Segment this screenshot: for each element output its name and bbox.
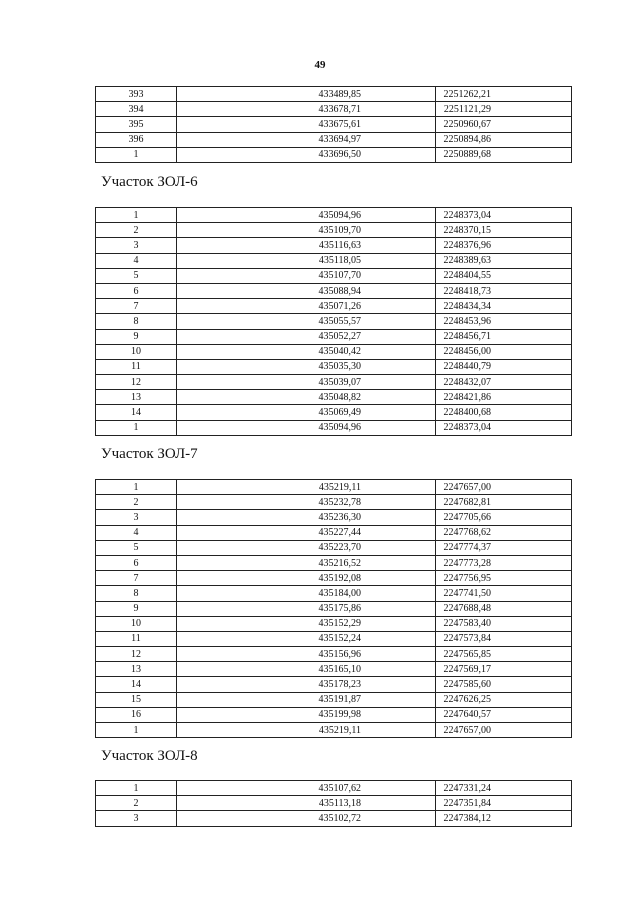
- y-coordinate-cell: 2250960,67: [436, 117, 572, 132]
- point-number-cell: 11: [96, 359, 177, 374]
- point-number-cell: 396: [96, 132, 177, 147]
- y-coordinate-cell: 2248421,86: [436, 390, 572, 405]
- point-number-cell: 9: [96, 601, 177, 616]
- point-number-cell: 14: [96, 405, 177, 420]
- y-coordinate-cell: 2247774,37: [436, 540, 572, 555]
- y-coordinate-cell: 2247573,84: [436, 631, 572, 646]
- table-row: [96, 359, 572, 374]
- table-row: [96, 117, 572, 132]
- section-title-zol-6: Участок ЗОЛ-6: [101, 174, 198, 190]
- table-row: [96, 375, 572, 390]
- table-row: [96, 329, 572, 344]
- x-coordinate-cell: 435116,63: [177, 238, 436, 253]
- y-coordinate-cell: 2248370,15: [436, 223, 572, 238]
- x-coordinate-cell: 433694,97: [177, 132, 436, 147]
- y-coordinate-cell: 2247741,50: [436, 586, 572, 601]
- x-coordinate-cell: 435216,52: [177, 555, 436, 570]
- table-row: [96, 662, 572, 677]
- x-coordinate-cell: 435071,26: [177, 299, 436, 314]
- table-row: [96, 811, 572, 826]
- table-row: [96, 390, 572, 405]
- y-coordinate-cell: 2250894,86: [436, 132, 572, 147]
- table-row: [96, 147, 572, 162]
- point-number-cell: 11: [96, 631, 177, 646]
- table-row: [96, 268, 572, 283]
- point-number-cell: 12: [96, 647, 177, 662]
- coords-table-zol-6: [95, 207, 572, 436]
- table-row: [96, 510, 572, 525]
- table-row: [96, 555, 572, 570]
- table-row: [96, 253, 572, 268]
- x-coordinate-cell: 435040,42: [177, 344, 436, 359]
- x-coordinate-cell: 435232,78: [177, 495, 436, 510]
- point-number-cell: 3: [96, 510, 177, 525]
- x-coordinate-cell: 435107,62: [177, 781, 436, 796]
- y-coordinate-cell: 2247657,00: [436, 480, 572, 495]
- x-coordinate-cell: 435113,18: [177, 796, 436, 811]
- section-title-zol-7: Участок ЗОЛ-7: [101, 446, 198, 462]
- point-number-cell: 6: [96, 283, 177, 298]
- point-number-cell: 7: [96, 299, 177, 314]
- point-number-cell: 15: [96, 692, 177, 707]
- x-coordinate-cell: 435088,94: [177, 283, 436, 298]
- table-row: [96, 480, 572, 495]
- table-row: [96, 631, 572, 646]
- table-row: [96, 601, 572, 616]
- point-number-cell: 9: [96, 329, 177, 344]
- x-coordinate-cell: 435192,08: [177, 571, 436, 586]
- point-number-cell: 1: [96, 420, 177, 435]
- table-row: [96, 314, 572, 329]
- x-coordinate-cell: 435094,96: [177, 420, 436, 435]
- y-coordinate-cell: 2251262,21: [436, 87, 572, 102]
- point-number-cell: 2: [96, 495, 177, 510]
- x-coordinate-cell: 435109,70: [177, 223, 436, 238]
- y-coordinate-cell: 2247682,81: [436, 495, 572, 510]
- y-coordinate-cell: 2247657,00: [436, 723, 572, 738]
- section-title-zol-8: Участок ЗОЛ-8: [101, 748, 198, 764]
- table-row: [96, 796, 572, 811]
- x-coordinate-cell: 435236,30: [177, 510, 436, 525]
- table-row: [96, 616, 572, 631]
- coords-table-zol-8: [95, 780, 572, 827]
- x-coordinate-cell: 435055,57: [177, 314, 436, 329]
- x-coordinate-cell: 433696,50: [177, 147, 436, 162]
- y-coordinate-cell: 2248373,04: [436, 420, 572, 435]
- y-coordinate-cell: 2248456,71: [436, 329, 572, 344]
- y-coordinate-cell: 2248404,55: [436, 268, 572, 283]
- y-coordinate-cell: 2248400,68: [436, 405, 572, 420]
- point-number-cell: 13: [96, 390, 177, 405]
- point-number-cell: 7: [96, 571, 177, 586]
- y-coordinate-cell: 2247640,57: [436, 707, 572, 722]
- page-number: 49: [314, 59, 326, 71]
- y-coordinate-cell: 2251121,29: [436, 102, 572, 117]
- x-coordinate-cell: 435102,72: [177, 811, 436, 826]
- y-coordinate-cell: 2247773,28: [436, 555, 572, 570]
- point-number-cell: 4: [96, 253, 177, 268]
- y-coordinate-cell: 2248453,96: [436, 314, 572, 329]
- table-row: [96, 525, 572, 540]
- point-number-cell: 3: [96, 238, 177, 253]
- x-coordinate-cell: 435039,07: [177, 375, 436, 390]
- x-coordinate-cell: 435227,44: [177, 525, 436, 540]
- point-number-cell: 1: [96, 147, 177, 162]
- table-row: [96, 707, 572, 722]
- table-row: [96, 87, 572, 102]
- point-number-cell: 393: [96, 87, 177, 102]
- x-coordinate-cell: 435184,00: [177, 586, 436, 601]
- point-number-cell: 2: [96, 223, 177, 238]
- table-row: [96, 723, 572, 738]
- x-coordinate-cell: 435107,70: [177, 268, 436, 283]
- point-number-cell: 1: [96, 781, 177, 796]
- point-number-cell: 10: [96, 344, 177, 359]
- x-coordinate-cell: 435152,29: [177, 616, 436, 631]
- y-coordinate-cell: 2247384,12: [436, 811, 572, 826]
- point-number-cell: 1: [96, 723, 177, 738]
- x-coordinate-cell: 433489,85: [177, 87, 436, 102]
- y-coordinate-cell: 2248456,00: [436, 344, 572, 359]
- x-coordinate-cell: 433675,61: [177, 117, 436, 132]
- x-coordinate-cell: 435035,30: [177, 359, 436, 374]
- table-row: [96, 132, 572, 147]
- x-coordinate-cell: 435152,24: [177, 631, 436, 646]
- point-number-cell: 5: [96, 540, 177, 555]
- point-number-cell: 16: [96, 707, 177, 722]
- x-coordinate-cell: 433678,71: [177, 102, 436, 117]
- table-row: [96, 586, 572, 601]
- point-number-cell: 1: [96, 208, 177, 223]
- point-number-cell: 395: [96, 117, 177, 132]
- y-coordinate-cell: 2247351,84: [436, 796, 572, 811]
- table-row: [96, 677, 572, 692]
- point-number-cell: 394: [96, 102, 177, 117]
- x-coordinate-cell: 435199,98: [177, 707, 436, 722]
- y-coordinate-cell: 2247565,85: [436, 647, 572, 662]
- x-coordinate-cell: 435156,96: [177, 647, 436, 662]
- table-row: [96, 405, 572, 420]
- table-row: [96, 344, 572, 359]
- point-number-cell: 4: [96, 525, 177, 540]
- x-coordinate-cell: 435219,11: [177, 480, 436, 495]
- y-coordinate-cell: 2247705,66: [436, 510, 572, 525]
- table-row: [96, 283, 572, 298]
- x-coordinate-cell: 435118,05: [177, 253, 436, 268]
- table-row: [96, 102, 572, 117]
- y-coordinate-cell: 2248373,04: [436, 208, 572, 223]
- x-coordinate-cell: 435178,23: [177, 677, 436, 692]
- table-row: [96, 299, 572, 314]
- y-coordinate-cell: 2250889,68: [436, 147, 572, 162]
- point-number-cell: 1: [96, 480, 177, 495]
- point-number-cell: 3: [96, 811, 177, 826]
- table-row: [96, 223, 572, 238]
- y-coordinate-cell: 2248418,73: [436, 283, 572, 298]
- point-number-cell: 5: [96, 268, 177, 283]
- x-coordinate-cell: 435094,96: [177, 208, 436, 223]
- x-coordinate-cell: 435069,49: [177, 405, 436, 420]
- point-number-cell: 10: [96, 616, 177, 631]
- table-row: [96, 781, 572, 796]
- coords-table-continuation: [95, 86, 572, 163]
- y-coordinate-cell: 2247331,24: [436, 781, 572, 796]
- table-row: [96, 495, 572, 510]
- y-coordinate-cell: 2248389,63: [436, 253, 572, 268]
- x-coordinate-cell: 435219,11: [177, 723, 436, 738]
- point-number-cell: 8: [96, 586, 177, 601]
- table-row: [96, 571, 572, 586]
- x-coordinate-cell: 435052,27: [177, 329, 436, 344]
- x-coordinate-cell: 435191,87: [177, 692, 436, 707]
- coords-table-zol-7: [95, 479, 572, 738]
- y-coordinate-cell: 2248434,34: [436, 299, 572, 314]
- table-row: [96, 420, 572, 435]
- y-coordinate-cell: 2247583,40: [436, 616, 572, 631]
- y-coordinate-cell: 2247688,48: [436, 601, 572, 616]
- point-number-cell: 12: [96, 375, 177, 390]
- y-coordinate-cell: 2247569,17: [436, 662, 572, 677]
- point-number-cell: 6: [96, 555, 177, 570]
- x-coordinate-cell: 435048,82: [177, 390, 436, 405]
- table-row: [96, 238, 572, 253]
- table-row: [96, 647, 572, 662]
- y-coordinate-cell: 2247626,25: [436, 692, 572, 707]
- table-row: [96, 692, 572, 707]
- y-coordinate-cell: 2248376,96: [436, 238, 572, 253]
- point-number-cell: 14: [96, 677, 177, 692]
- y-coordinate-cell: 2248432,07: [436, 375, 572, 390]
- x-coordinate-cell: 435165,10: [177, 662, 436, 677]
- table-row: [96, 540, 572, 555]
- y-coordinate-cell: 2247585,60: [436, 677, 572, 692]
- point-number-cell: 13: [96, 662, 177, 677]
- y-coordinate-cell: 2247768,62: [436, 525, 572, 540]
- y-coordinate-cell: 2247756,95: [436, 571, 572, 586]
- point-number-cell: 2: [96, 796, 177, 811]
- point-number-cell: 8: [96, 314, 177, 329]
- y-coordinate-cell: 2248440,79: [436, 359, 572, 374]
- x-coordinate-cell: 435175,86: [177, 601, 436, 616]
- table-row: [96, 208, 572, 223]
- x-coordinate-cell: 435223,70: [177, 540, 436, 555]
